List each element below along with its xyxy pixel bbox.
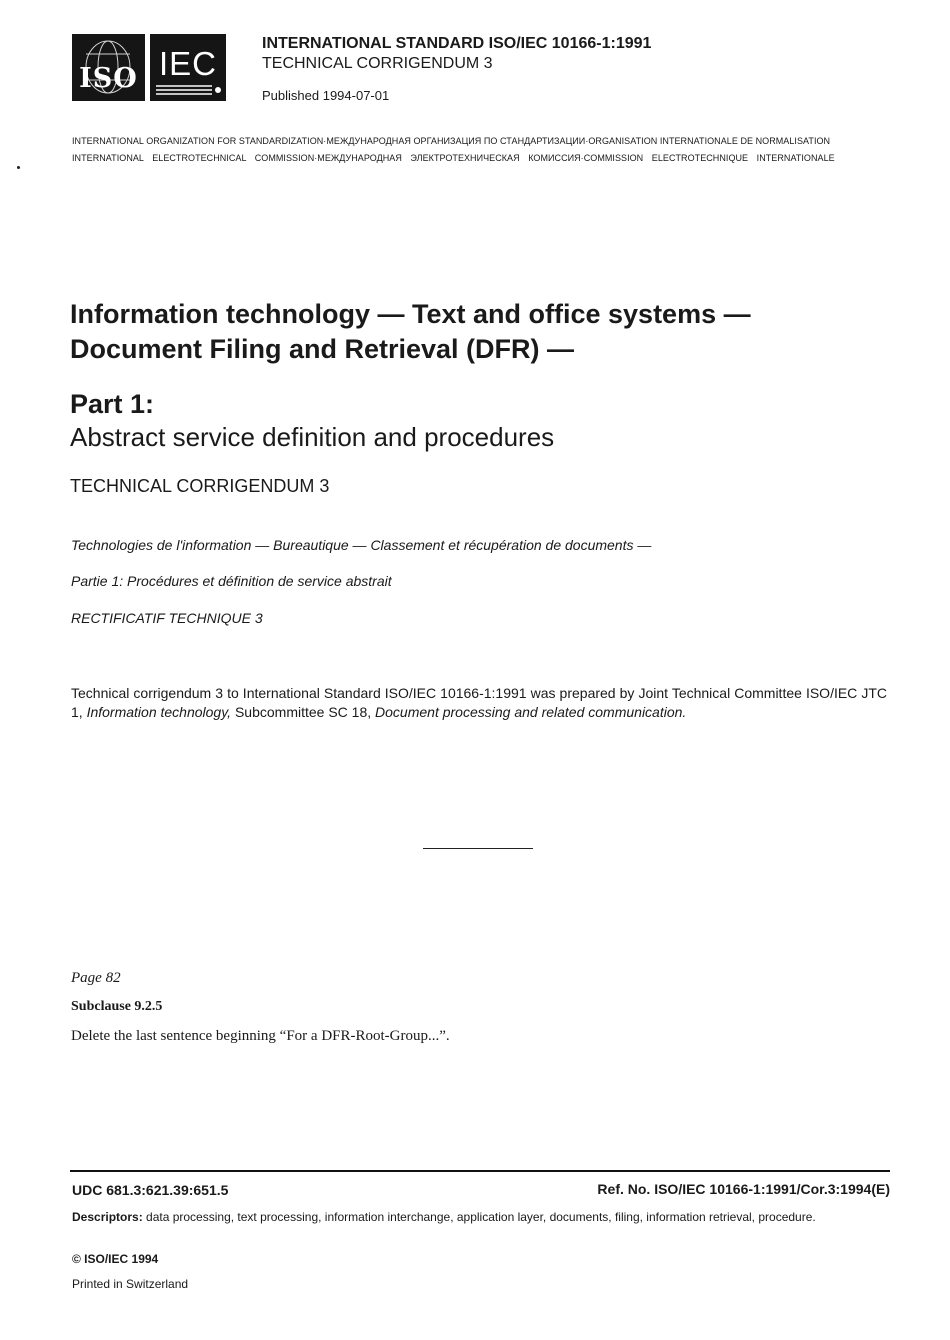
iec-logo xyxy=(150,34,226,101)
title-corrigendum: TECHNICAL CORRIGENDUM 3 xyxy=(70,476,330,496)
footer-rule xyxy=(70,1170,890,1172)
title-line-2: Document Filing and Retrieval (DFR) — xyxy=(70,334,575,364)
french-title-line-2: Partie 1: Procédures et définition de service abstrait xyxy=(71,573,392,589)
iso-logo xyxy=(72,34,145,101)
document-title xyxy=(70,297,890,367)
prep-text-a: Technical corrigendum 3 to International Standard ISO/IEC 10166-1:1991 was prepared by Joint Technical Committee ISO/IEC JTC 1, xyxy=(71,685,887,720)
correction-page: Page 82 xyxy=(71,970,121,986)
correction-subclause: Subclause 9.2.5 xyxy=(71,999,163,1014)
descriptors xyxy=(72,1209,888,1225)
prep-text-b: Subcommittee SC 18, xyxy=(231,704,376,720)
iso-logo-text: ISO xyxy=(79,63,138,94)
printed-in: Printed in Switzerland xyxy=(72,1277,189,1291)
section-divider xyxy=(423,848,533,849)
copyright: © ISO/IEC 1994 xyxy=(72,1252,159,1266)
french-title-line-3: RECTIFICATIF TECHNIQUE 3 xyxy=(71,610,263,626)
preparation-paragraph xyxy=(71,684,887,722)
prep-italic-b: Document processing and related communication. xyxy=(375,704,687,720)
reference-number: Ref. No. ISO/IEC 10166-1:1991/Cor.3:1994(E) xyxy=(597,1181,890,1197)
standard-number: INTERNATIONAL STANDARD ISO/IEC 10166-1:1991 xyxy=(262,35,652,52)
header-corrigendum: TECHNICAL CORRIGENDUM 3 xyxy=(262,55,493,72)
descriptors-list: data processing, text processing, information interchange, application layer, documents, filing, information retrieval, procedure. xyxy=(142,1210,816,1224)
part-label: Part 1: xyxy=(70,389,155,419)
part-title: Abstract service definition and procedures xyxy=(70,422,555,452)
udc-number: UDC 681.3:621.39:651.5 xyxy=(72,1182,229,1198)
iec-logo-lines xyxy=(150,34,226,101)
published-date: Published 1994-07-01 xyxy=(262,88,390,103)
title-line-1: Information technology — Text and office systems — xyxy=(70,299,751,329)
prep-italic-a: Information technology, xyxy=(86,704,232,720)
org-line-iso: INTERNATIONAL ORGANIZATION FOR STANDARDIZATION·МЕЖДУНАРОДНАЯ ОРГАНИЗАЦИЯ ПО СТАНДАРТИЗАЦИИ·ORGANISATION INTERNATIONALE DE NORMALISATION xyxy=(72,136,831,146)
margin-dot xyxy=(17,166,20,169)
descriptors-label: Descriptors: xyxy=(72,1210,143,1224)
french-title-line-1: Technologies de l'information — Bureautique — Classement et récupération de documents — xyxy=(71,537,652,553)
org-line-iec: INTERNATIONAL ELECTROTECHNICAL COMMISSION·МЕЖДУНАРОДНАЯ ЭЛЕКТРОТЕХНИЧЕСКАЯ КОМИССИЯ·COMMISSION ELECTROTECHNIQUE INTERNATIONALE xyxy=(72,153,835,163)
correction-instruction: Delete the last sentence beginning “For a DFR-Root-Group...”. xyxy=(71,1028,450,1044)
iec-logo-text: IEC xyxy=(158,45,217,82)
